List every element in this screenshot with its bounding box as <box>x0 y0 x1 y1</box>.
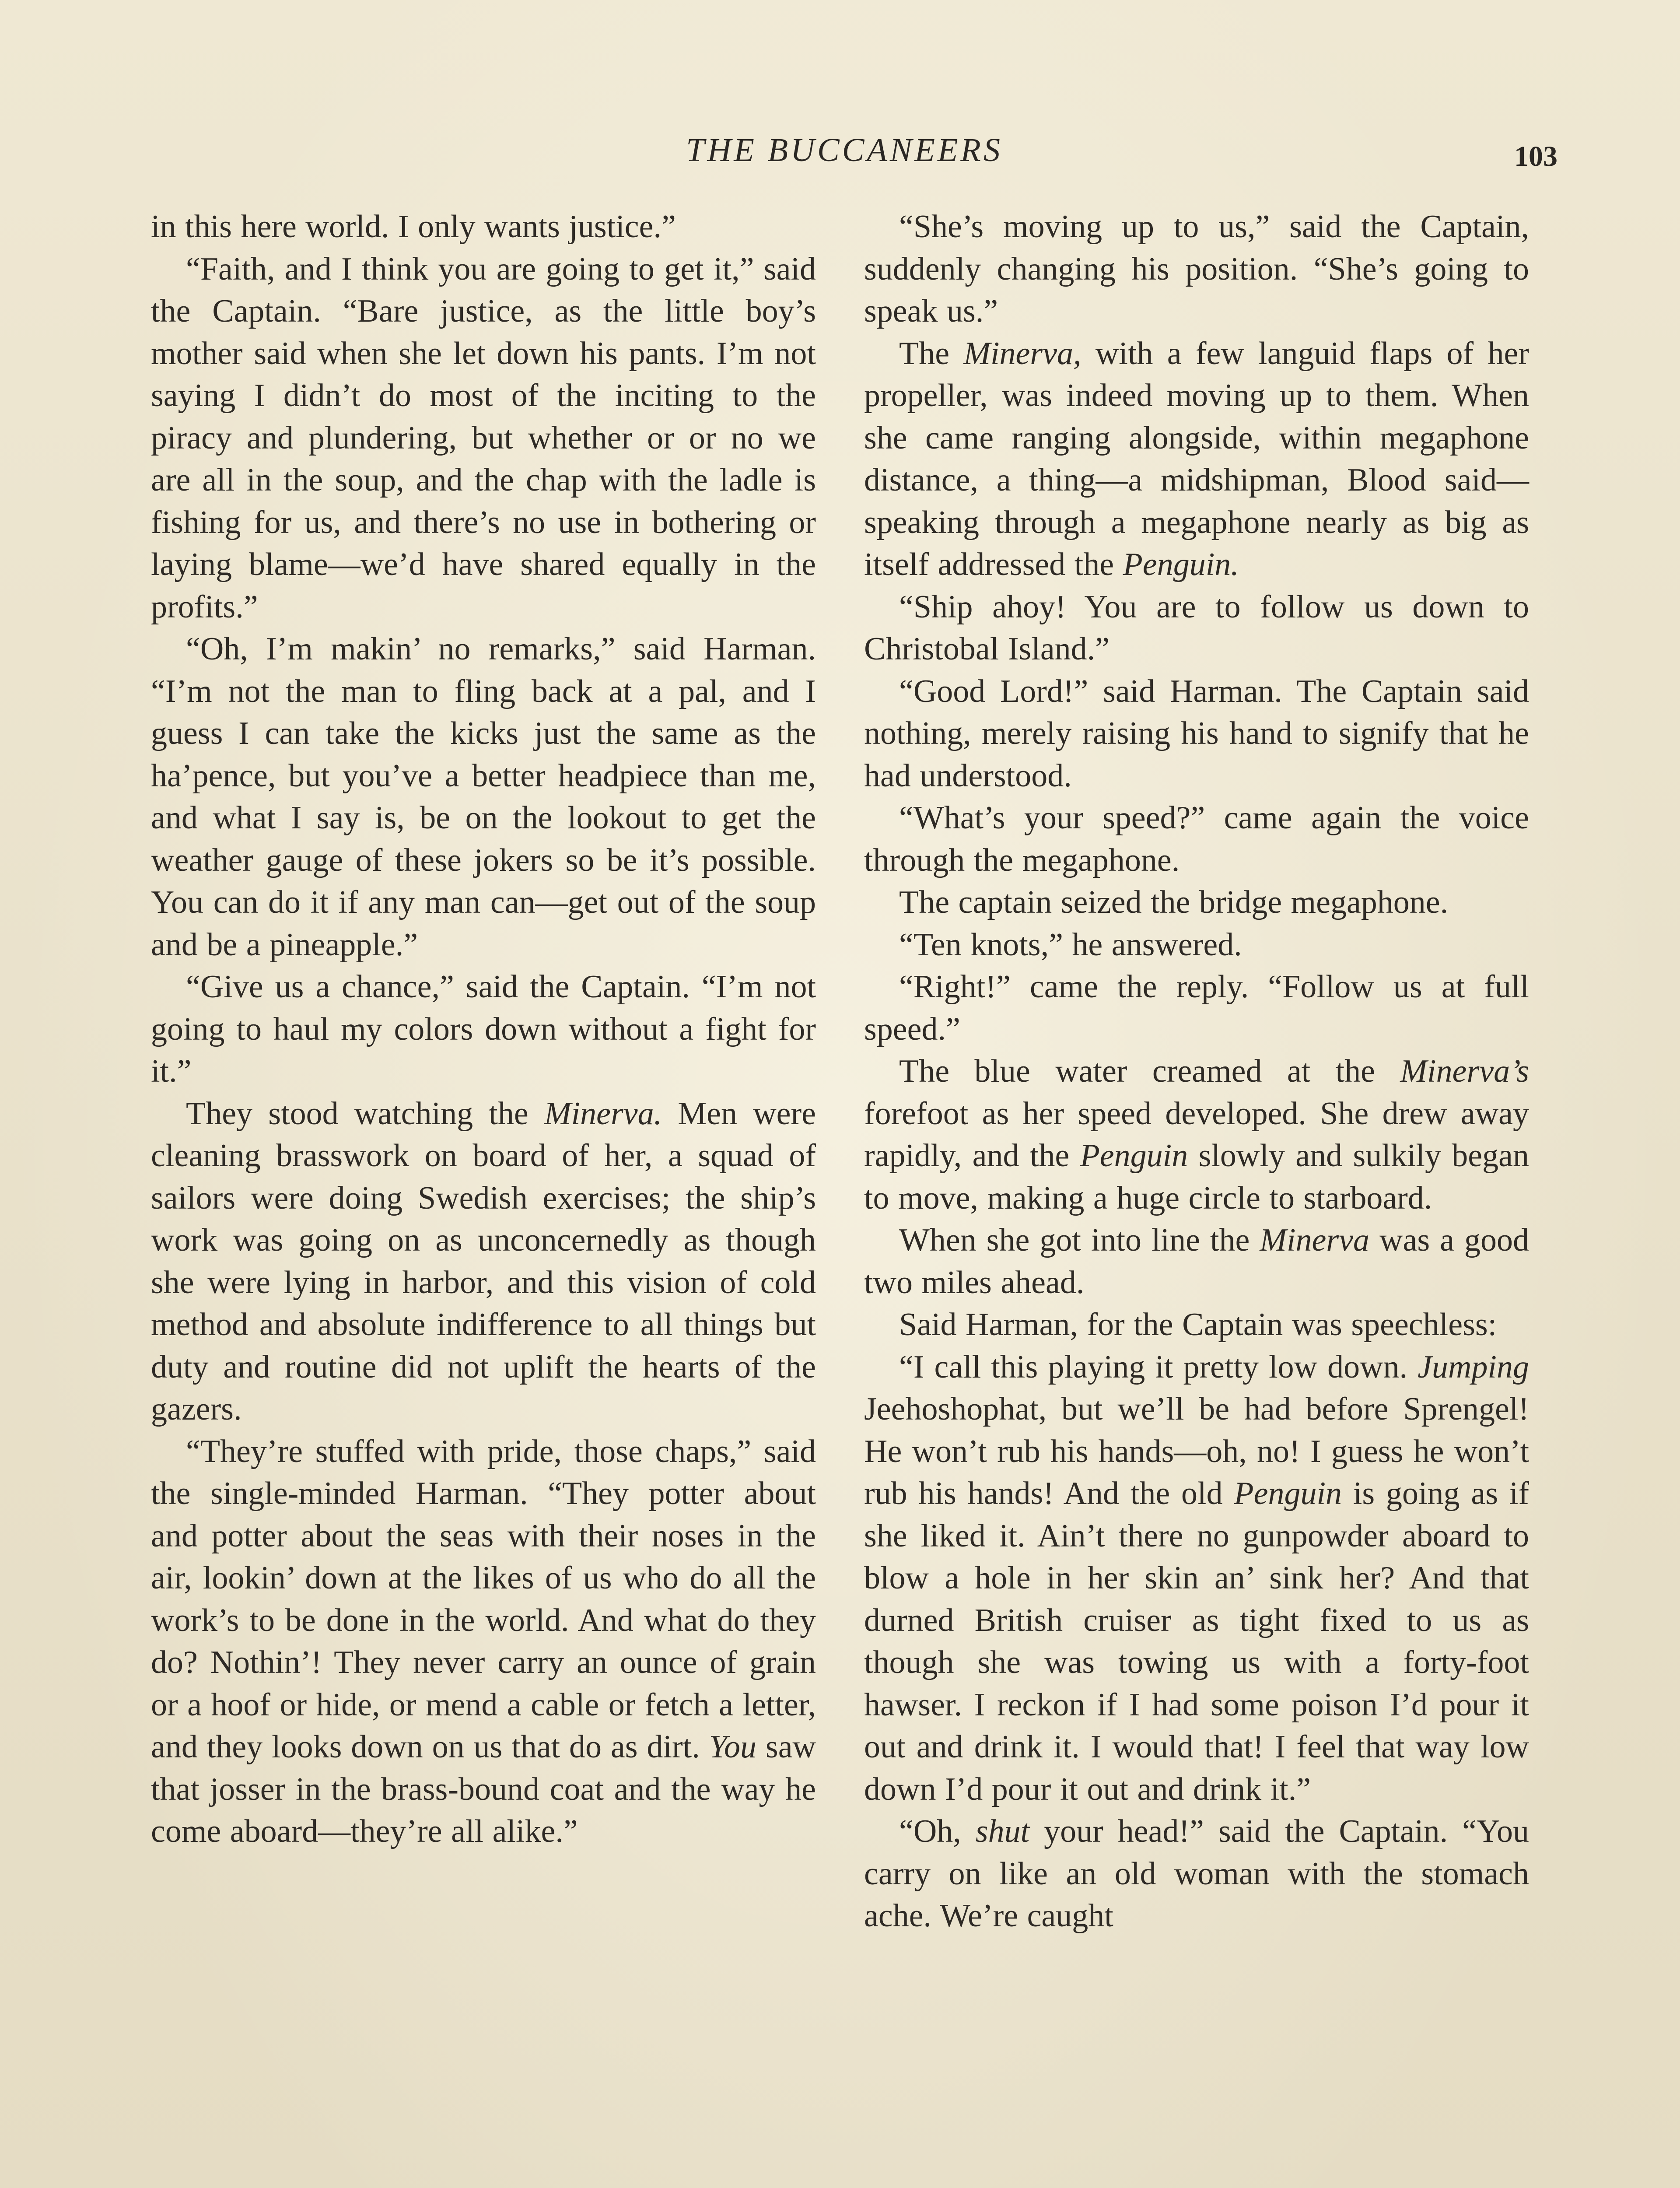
text-column-right <box>864 206 1538 1937</box>
paragraph-text: “Good Lord!” said Harman. The Captain said nothing, merely raising his hand to signify that he had understood. <box>864 673 1538 794</box>
paragraph <box>864 1346 1538 1811</box>
running-title: THE BUCCANEERS <box>686 132 1003 168</box>
paragraph-text: “Give us a chance,” said the Captain. “I’m not going to haul my colors down without a fight for it.” <box>151 969 825 1089</box>
paragraph-text: in this here world. I only wants justice.” <box>151 209 676 245</box>
paragraph-text: “Ship ahoy! You are to follow us down to Christobal Island.” <box>864 589 1538 667</box>
italic-text: Minerva <box>1260 1222 1370 1258</box>
paragraph-text: Said Harman, for the Captain was speechless: <box>899 1307 1497 1343</box>
paragraph-text: “Ten knots,” he answered. <box>899 926 1242 963</box>
italic-text: Penguin <box>1080 1138 1188 1174</box>
paragraph-text: “I call this playing it pretty low down. <box>899 1349 1418 1385</box>
paragraph-text: “What’s your speed?” came again the voice through the megaphone. <box>864 800 1538 878</box>
paragraph <box>864 1050 1538 1219</box>
text-column-left <box>151 206 825 1853</box>
paragraph <box>151 1093 825 1431</box>
paragraph-text: The blue water creamed at the <box>899 1053 1400 1089</box>
paragraph-text: “Oh, <box>899 1813 976 1849</box>
paragraph <box>864 881 1529 924</box>
paragraph <box>864 586 1538 670</box>
paragraph <box>151 248 825 628</box>
paragraph-text: The captain seized the bridge megaphone. <box>899 884 1449 920</box>
paragraph <box>864 1304 1529 1346</box>
paragraph <box>151 966 825 1093</box>
paragraph-text: Jeehoshophat, but we’ll be had before Sprengel! He won’t rub his hands—oh, no! I guess he won’t rub his hands! And the old <box>864 1349 1538 1511</box>
paragraph-text: was a good two miles ahead. <box>864 1222 1538 1301</box>
paragraph-text: They stood watching the <box>186 1095 544 1132</box>
paragraph-text: “Faith, and I think you are going to get it,” said the Captain. “Bare justice, as the little boy’s mother said when she let down his pants. I’m not saying I didn’t do most of the inciting to the piracy and plundering, but whether or or no we are all in the soup, and the chap with the ladle is fishing for us, and there’s no use in bothering or laying blame—we’d have shared equally in the profits.” <box>151 251 825 625</box>
paragraph-text: “Oh, I’m makin’ no remarks,” said Harman. “I’m not the man to fling back at a pal, and I guess I can take the kicks just the same as the ha’pence, but you’ve a better headpiece than me, and what I say is, be on the lookout to get the weather gauge of these jokers so be it’s possible. You can do it if any man can—get out of the soup and be a pineapple.” <box>151 631 825 963</box>
paragraph <box>151 206 816 248</box>
paragraph <box>864 966 1538 1050</box>
paragraph-text: forefoot as her speed developed. She drew away rapidly, and the <box>864 1053 1538 1174</box>
paragraph <box>151 628 825 966</box>
paragraph-text: The <box>899 335 964 372</box>
paragraph-text: is going as if she liked it. Ain’t there no gunpowder aboard to blow a hole in her skin an’ sink her? And that durned British cruiser as tight fixed to us as though she was towing us with a forty-foot hawser. I reckon if I had some poison I’d pour it out and drink it. I would that! I feel that way low down I’d pour it out and drink it.” <box>864 1476 1538 1807</box>
paragraph <box>864 797 1538 881</box>
paragraph-text: slowly and sulkily began to move, making a huge circle to starboard. <box>864 1138 1538 1216</box>
italic-text: Minerva. <box>544 1095 662 1132</box>
paragraph <box>864 333 1538 586</box>
paragraph <box>864 670 1538 797</box>
paragraph <box>864 1810 1538 1937</box>
paragraph-text: “She’s moving up to us,” said the Captain, suddenly changing his position. “She’s going to speak us.” <box>864 209 1538 329</box>
paragraph-text: “They’re stuffed with pride, those chaps,” said the single-minded Harman. “They potter about and potter about the seas with their noses in the air, lookin’ down at the likes of us who do all the work’s to be done in the world. And what do they do? Nothin’! They never carry an ounce of grain or a hoof or hide, or mend a cable or fetch a letter, and they looks down on us that do as dirt. <box>151 1433 825 1765</box>
italic-text: You <box>709 1729 757 1765</box>
paragraph-text: “Right!” came the reply. “Follow us at full speed.” <box>864 969 1538 1047</box>
italic-text: Jumping <box>1418 1349 1529 1385</box>
paragraph <box>864 924 1529 966</box>
paragraph-text: Men were cleaning brasswork on board of her, a squad of sailors were doing Swedish exercises; the ship’s work was going on as unconcernedly as though she were lying in harbor, and this vision of cold method and absolute indifference to all things but duty and routine did not uplift the hearts of the gazers. <box>151 1095 825 1427</box>
paragraph <box>151 1431 825 1853</box>
paragraph-text: with a few languid flaps of her propeller, was indeed moving up to them. When she came ranging alongside, within megaphone distance, a thing—a midshipman, Blood said—speaking through a megaphone nearly as big as itself addressed the <box>864 335 1538 582</box>
paragraph-text: saw that josser in the brass-bound coat and the way he come aboard—they’re all alike.” <box>151 1729 825 1849</box>
italic-text: Penguin. <box>1123 547 1239 582</box>
paragraph-text: your head!” said the Captain. “You carry on like an old woman with the stomach ache. We’re caught <box>864 1813 1538 1934</box>
italic-text: shut <box>975 1813 1030 1849</box>
paragraph <box>864 206 1538 333</box>
italic-text: Minerva’s <box>1400 1053 1529 1089</box>
page-number: 103 <box>1514 140 1558 172</box>
paragraph <box>864 1219 1538 1304</box>
italic-text: Minerva, <box>963 335 1082 372</box>
italic-text: Penguin <box>1234 1476 1342 1511</box>
paragraph-text: When she got into line the <box>899 1222 1260 1258</box>
